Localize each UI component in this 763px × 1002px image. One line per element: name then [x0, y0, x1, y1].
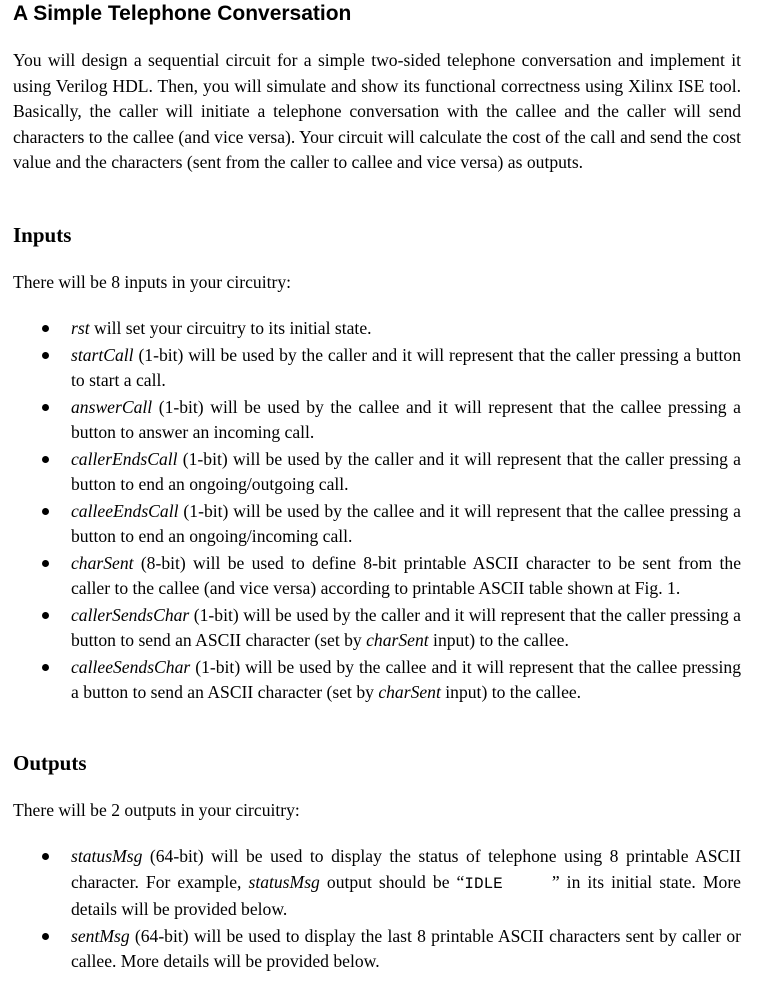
input-description: (8-bit) will be used to define 8-bit printable ASCII character to be sent from the caller to the callee (and vice versa) according to printable ASCII table shown at Fig. 1.	[71, 552, 741, 598]
bullet-icon	[42, 456, 49, 463]
input-item-callerendscall	[13, 447, 741, 498]
input-item-rst	[13, 316, 741, 342]
output-description-tail: ” in its initial state. More details will be provided below.	[71, 871, 741, 919]
bullet-icon	[42, 853, 49, 860]
input-description: will set your circuitry to its initial state.	[89, 318, 372, 338]
input-item-calleesendschar	[13, 655, 741, 706]
input-description: (1-bit) will be used by the callee and it will represent that the callee pressing a button to send an ASCII character (set by	[71, 656, 741, 702]
intro-paragraph: You will design a sequential circuit for a simple two-sided telephone conversation and implement it using Verilog HDL. Then, you will simulate and show its functional correctness using Xilinx ISE tool. Basically, the caller will initiate a telephone conversation with the callee and the caller will send characters to the callee (and vice versa). Your circuit will calculate the cost of the call and send the cost value and the characters (sent from the caller to callee and vice versa) as outputs.	[13, 50, 741, 172]
outputs-list	[13, 844, 741, 976]
inputs-list	[13, 316, 741, 707]
bullet-icon	[42, 933, 49, 940]
output-term: statusMsg	[71, 846, 143, 866]
input-description: (1-bit) will be used by the caller and it will represent that the caller pressing a button to start a call.	[71, 344, 741, 390]
output-description: (64-bit) will be used to display the status of telephone using 8 printable ASCII character. For example,	[71, 846, 741, 892]
input-description: (1-bit) will be used by the caller and it will represent that the caller pressing a button to send an ASCII character (set by	[71, 604, 741, 650]
output-item-sentmsg	[13, 924, 741, 975]
inputs-intro: There will be 8 inputs in your circuitry:	[13, 272, 292, 292]
status-code: IDLE	[464, 874, 552, 893]
page-title: A Simple Telephone Conversation	[13, 2, 352, 25]
bullet-icon	[42, 612, 49, 619]
input-term-ref: charSent	[378, 682, 441, 702]
input-description: (1-bit) will be used by the callee and it will represent that the callee pressing a button to end an ongoing/incoming call.	[71, 500, 741, 546]
output-item-statusmsg	[13, 844, 741, 923]
input-term: callerEndsCall	[71, 448, 178, 469]
bullet-icon	[42, 560, 49, 567]
input-description-tail: input) to the callee.	[440, 682, 582, 702]
input-term-ref: charSent	[366, 630, 429, 650]
outputs-heading: Outputs	[13, 751, 87, 775]
input-item-calleeendscall	[13, 499, 741, 550]
input-term: callerSendsChar	[71, 604, 190, 625]
input-term: charSent	[71, 552, 134, 573]
input-term: startCall	[71, 344, 134, 365]
input-item-answercall	[13, 395, 741, 446]
output-term: sentMsg	[71, 925, 130, 946]
bullet-icon	[42, 508, 49, 515]
bullet-icon	[42, 325, 49, 332]
input-item-charsent	[13, 551, 741, 602]
input-item-callersendschar	[13, 603, 741, 654]
input-description-tail: input) to the callee.	[428, 630, 569, 650]
input-term: rst	[71, 318, 90, 338]
output-description: (64-bit) will be used to display the last 8 printable ASCII characters sent by caller or callee. More details will be provided below.	[71, 925, 741, 971]
outputs-intro: There will be 2 outputs in your circuitry:	[13, 800, 300, 820]
bullet-icon	[42, 404, 49, 411]
input-term: calleeEndsCall	[71, 500, 179, 521]
input-term: calleeSendsChar	[71, 656, 191, 677]
output-term-ref: statusMsg	[248, 871, 320, 892]
input-term: answerCall	[71, 396, 153, 417]
input-item-startcall	[13, 343, 741, 394]
output-description-mid: output should be “	[319, 871, 465, 892]
inputs-heading: Inputs	[13, 223, 72, 247]
input-description: (1-bit) will be used by the caller and it will represent that the caller pressing a button to end an ongoing/outgoing call.	[71, 448, 741, 494]
input-description: (1-bit) will be used by the callee and it will represent that the callee pressing a button to answer an incoming call.	[71, 396, 741, 442]
bullet-icon	[42, 664, 49, 671]
bullet-icon	[42, 352, 49, 359]
